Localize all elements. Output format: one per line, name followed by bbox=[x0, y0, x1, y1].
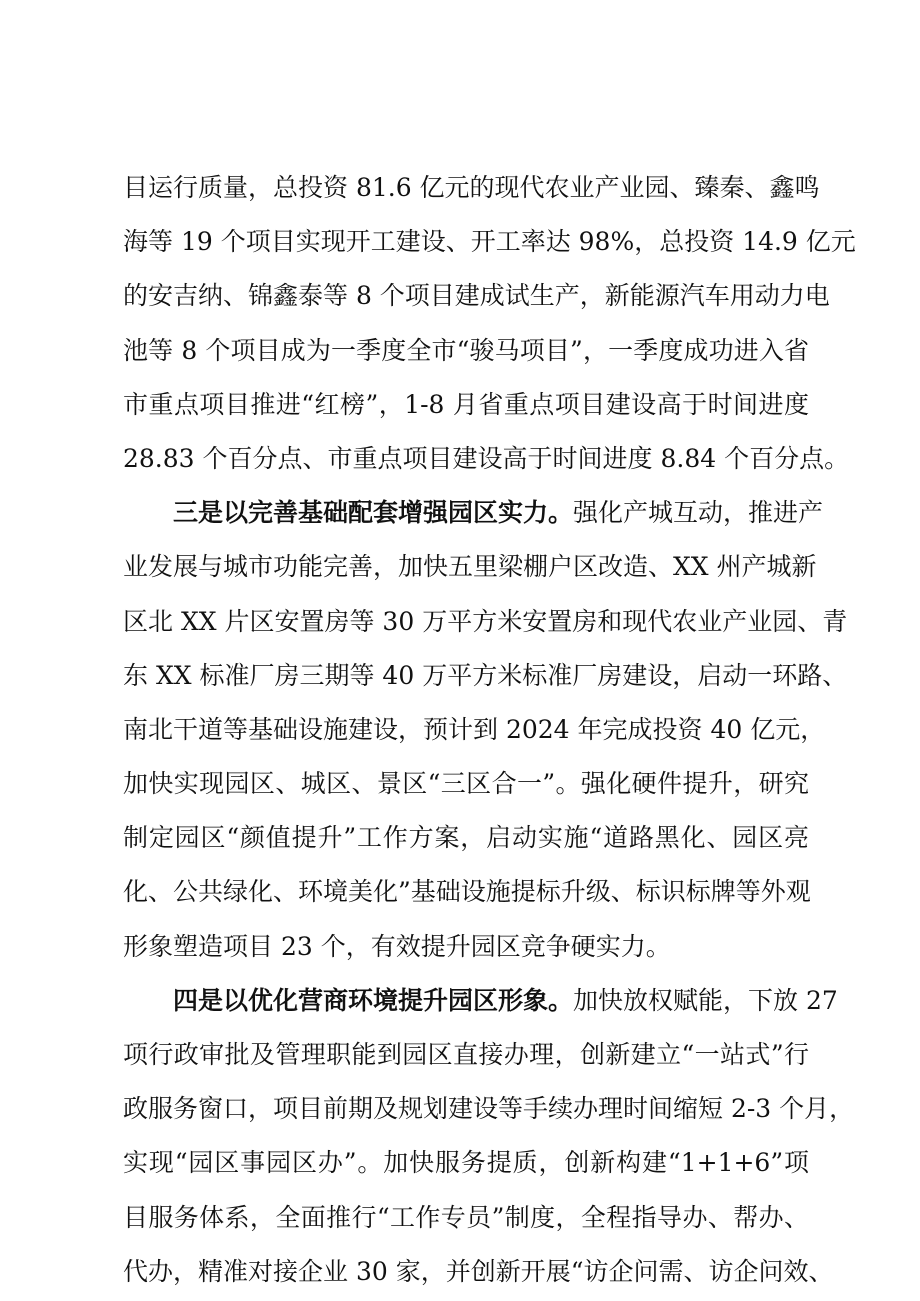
text-line: 东 XX 标准厂房三期等 40 万平方米标准厂房建设，启动一环路、 bbox=[123, 660, 848, 690]
text-line: 实现“园区事园区办”。加快服务提质，创新构建“1+1+6”项 bbox=[123, 1148, 809, 1178]
text-line: 化、公共绿化、环境美化”基础设施提标升级、标识标牌等外观 bbox=[123, 877, 811, 907]
text-line: 代办，精准对接企业 30 家，并创新开展“访企问需、访企问效、 bbox=[123, 1256, 834, 1286]
paragraph-heading: 三是以完善基础配套增强园区实力。 bbox=[173, 498, 574, 528]
text-line: 市重点项目推进“红榜”，1-8 月省重点项目建设高于时间进度 bbox=[123, 389, 809, 419]
text-line: 形象塑造项目 23 个，有效提升园区竞争硬实力。 bbox=[123, 931, 671, 961]
text-run: 强化产城互动，推进产 bbox=[573, 498, 824, 528]
document-body bbox=[123, 161, 856, 1299]
text-line: 制定园区“颜值提升”工作方案，启动实施“道路黑化、园区亮 bbox=[123, 823, 809, 853]
text-line: 的安吉纳、锦鑫泰等 8 个项目建成试生产，新能源汽车用动力电 bbox=[123, 281, 830, 311]
text-line: 海等 19 个项目实现开工建设、开工率达 98%，总投资 14.9 亿元 bbox=[123, 227, 856, 257]
paragraph-heading: 四是以优化营商环境提升园区形象。 bbox=[173, 985, 574, 1015]
text-line: 业发展与城市功能完善，加快五里梁棚户区改造、XX 州产城新 bbox=[123, 552, 817, 582]
text-line: 政服务窗口，项目前期及规划建设等手续办理时间缩短 2-3 个月， bbox=[123, 1094, 855, 1124]
paragraph-project-progress bbox=[123, 161, 856, 486]
text-line: 南北干道等基础设施建设，预计到 2024 年完成投资 40 亿元， bbox=[123, 714, 826, 744]
text-line: 目运行质量，总投资 81.6 亿元的现代农业产业园、臻秦、鑫鸣 bbox=[123, 173, 820, 202]
paragraph-infrastructure bbox=[123, 486, 848, 974]
text-line bbox=[123, 486, 824, 540]
paragraph-business-environment bbox=[123, 974, 855, 1299]
text-line: 目服务体系，全面推行“工作专员”制度，全程指导办、帮办、 bbox=[123, 1202, 809, 1232]
text-line: 区北 XX 片区安置房等 30 万平方米安置房和现代农业产业园、青 bbox=[123, 606, 848, 636]
text-line: 池等 8 个项目成为一季度全市“骏马项目”，一季度成功进入省 bbox=[123, 335, 809, 365]
text-line bbox=[123, 974, 838, 1028]
text-line: 28.83 个百分点、市重点项目建设高于时间进度 8.84 个百分点。 bbox=[123, 443, 850, 473]
text-run: 加快放权赋能，下放 27 bbox=[573, 985, 838, 1015]
text-line: 加快实现园区、城区、景区“三区合一”。强化硬件提升，研究 bbox=[123, 769, 809, 799]
text-line: 项行政审批及管理职能到园区直接办理，创新建立“一站式”行 bbox=[123, 1040, 809, 1069]
